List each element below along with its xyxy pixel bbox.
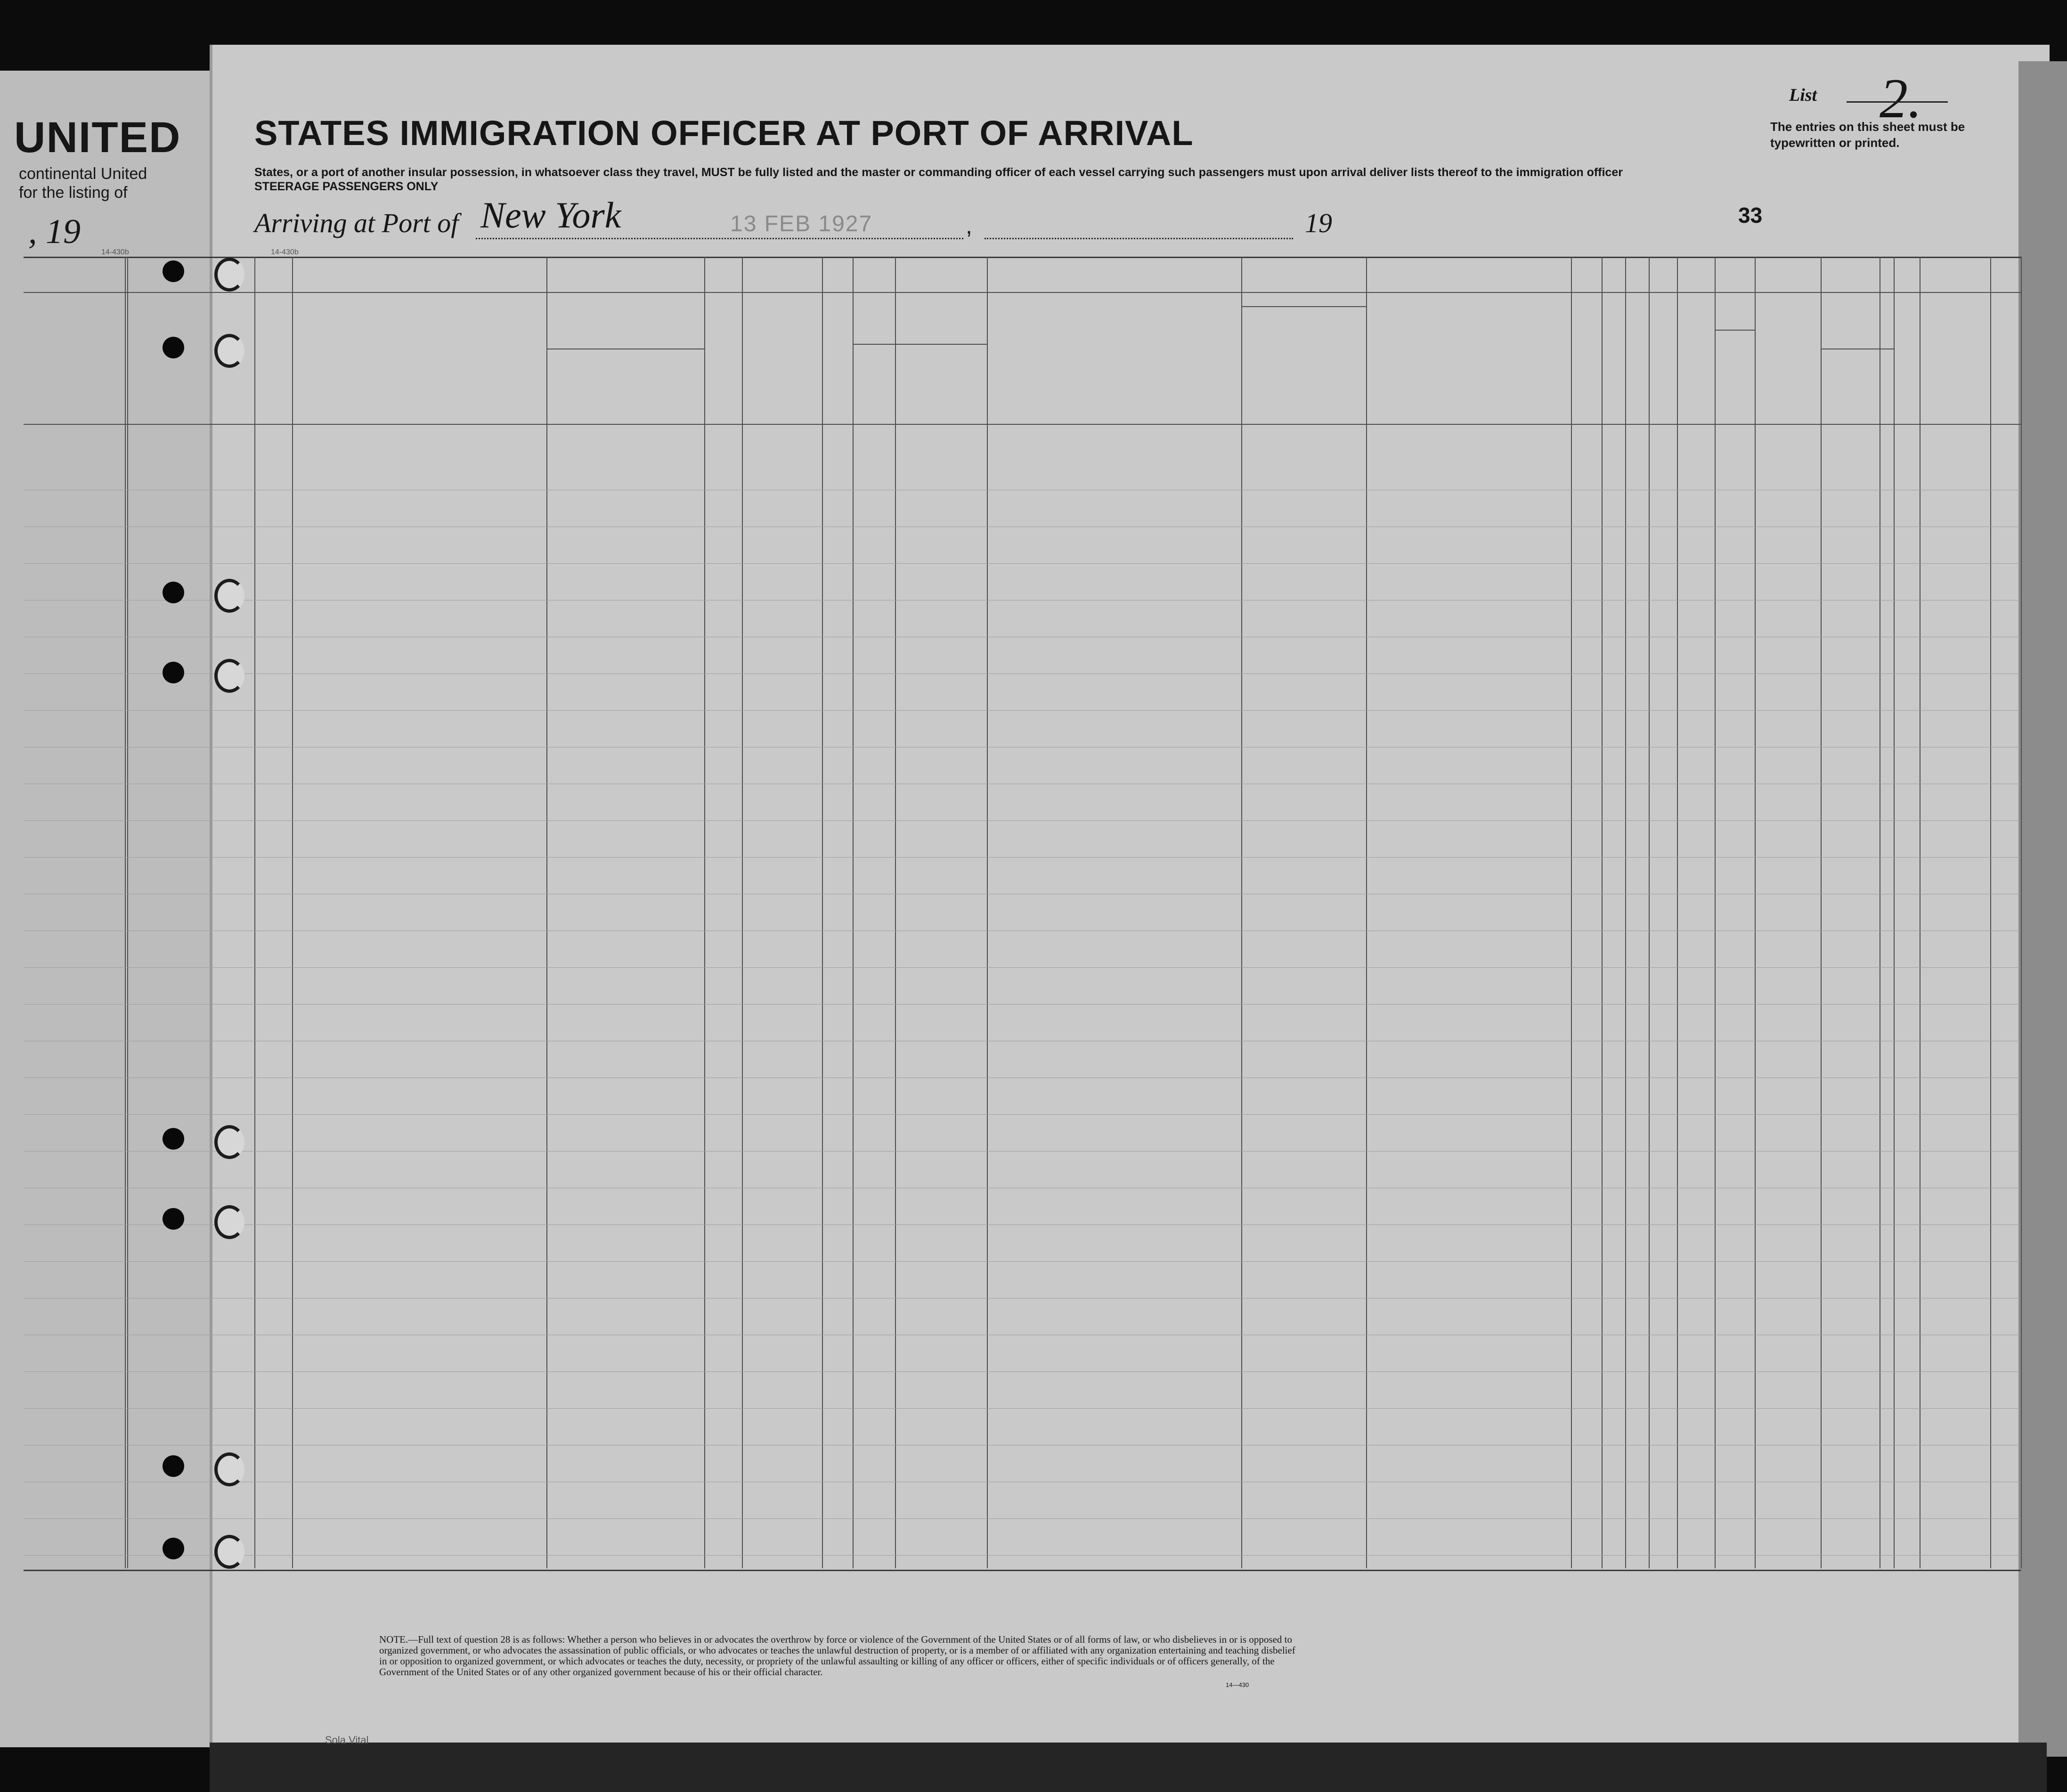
left-page-subtitle-2: for the listing of: [19, 184, 128, 202]
port-name-handwritten: New York: [480, 195, 621, 235]
row-rule: [24, 1261, 2021, 1262]
year-prefix: 19: [1305, 208, 1332, 238]
legal-notice: States, or a port of another insular possession, in whatsoever class they travel, MUST be fully listed and the master or commanding officer of each vessel carrying such passengers must upon arrival deliver lists thereof to the immigration officer: [254, 166, 1623, 179]
header-subdivision: [1715, 330, 1755, 331]
steerage-label: STEERAGE PASSENGERS ONLY: [254, 180, 439, 193]
header-bottom-line: [24, 424, 2021, 425]
footnote-question-28: NOTE.—Full text of question 28 is as follows: Whether a person who believes in or advocates the overthrow by force or violence of the Government of the United States or of all forms of law, or who disbelieves in or is opposed to organized government, or who advocates the assassination of public officials, or who advocates or teaches the unlawful destruction of property, or is a member of or affiliated with any organization entertaining and teaching disbelief in or opposition to organized government, or which advocates or teaches the duty, necessity, or propriety of the unlawful assaulting or killing of any officer or officers, either of specific individuals or of officers generally, of the Government of the United States or of any other organized government because of his or their official character.: [379, 1634, 1295, 1678]
arriving-at-port-label: Arriving at Port of: [254, 208, 459, 238]
row-rule: [24, 563, 2021, 564]
punch-ring: [214, 334, 244, 368]
page-bottom-strip: [210, 1743, 2047, 1792]
punch-ring: [214, 1205, 244, 1239]
row-rule: [24, 1555, 2021, 1556]
binder-hole: [163, 337, 184, 358]
binder-hole: [163, 260, 184, 282]
list-underline: [1847, 101, 1948, 103]
punch-ring: [214, 1535, 244, 1569]
punch-ring: [214, 1452, 244, 1486]
form-code-left: 14-430b: [101, 248, 129, 256]
row-rule: [24, 1408, 2021, 1409]
binder-hole: [163, 1208, 184, 1230]
left-page-title: UNITED: [14, 114, 181, 162]
row-rule: [24, 857, 2021, 858]
left-page-year: , 19: [28, 212, 81, 251]
header-subdivision: [853, 344, 987, 345]
header-subdivision: [1241, 306, 1366, 307]
comma-separator: ,: [966, 212, 972, 239]
manifest-table: [24, 257, 2021, 1571]
page-edge-shadow: [2018, 61, 2067, 1757]
row-rule: [24, 1371, 2021, 1372]
bottom-scribble: Sola Vital: [325, 1734, 369, 1746]
punch-ring: [214, 1125, 244, 1159]
row-rule: [24, 967, 2021, 968]
binder-hole: [163, 1538, 184, 1559]
page-title: STATES IMMIGRATION OFFICER AT PORT OF ARRIVAL: [254, 114, 1194, 153]
binder-hole: [163, 662, 184, 683]
row-rule: [24, 1004, 2021, 1005]
column-divider: [2021, 257, 2022, 1568]
punch-ring: [214, 659, 244, 693]
date-stamp: 13 FEB 1927: [730, 211, 873, 236]
date-dotted-line: [985, 238, 1293, 239]
row-rule: [24, 1114, 2021, 1115]
punch-ring: [214, 258, 244, 292]
column-number-line: [24, 292, 2021, 293]
binder-hole: [163, 582, 184, 603]
list-number: 2.: [1880, 67, 1922, 130]
footer-form-code: 14—430: [1226, 1681, 1249, 1688]
row-rule: [24, 673, 2021, 674]
left-page-subtitle-1: continental United: [19, 165, 147, 183]
row-rule: [24, 820, 2021, 821]
punch-ring: [214, 579, 244, 613]
typewritten-note: The entries on this sheet must be typewritten or printed.: [1770, 120, 1965, 150]
row-rule: [24, 1224, 2021, 1225]
port-dotted-line: [476, 238, 963, 239]
row-rule: [24, 710, 2021, 711]
binder-hole: [163, 1128, 184, 1150]
form-code-right: 14-430b: [271, 248, 299, 256]
year-suffix: 33: [1738, 203, 1763, 227]
binder-hole: [163, 1455, 184, 1477]
list-label: List: [1789, 85, 1817, 105]
row-rule: [24, 1518, 2021, 1519]
